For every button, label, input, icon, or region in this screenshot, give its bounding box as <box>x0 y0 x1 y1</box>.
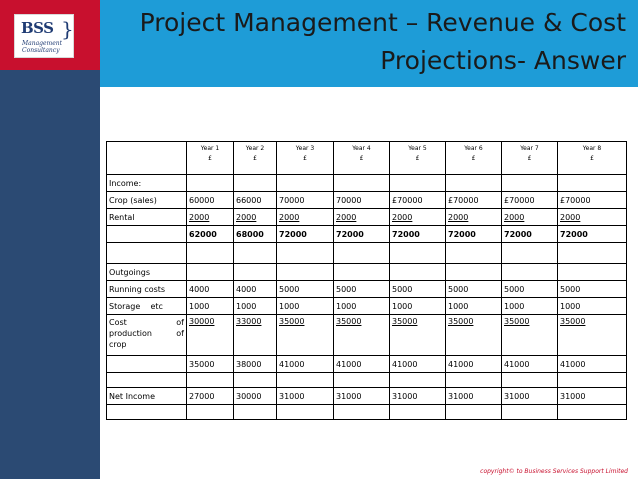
logo-subtitle-1: Management <box>22 40 63 47</box>
table-cell: 35000 <box>446 315 502 356</box>
table-cell: 35000 <box>502 315 558 356</box>
slide-title-line-1: Project Management – Revenue & Cost <box>139 8 626 37</box>
table-row-storage <box>107 298 627 315</box>
header-year-cell: Year 5 £ <box>390 142 446 175</box>
table-cell: 33000 <box>234 315 277 356</box>
header-year-cell: Year 1 £ <box>187 142 234 175</box>
table-cell: 72000 <box>558 226 627 243</box>
outgoings-label: Outgoings <box>107 264 187 281</box>
table-cell: 2000 <box>187 209 234 226</box>
table-row-empty <box>107 243 627 264</box>
header-empty-cell <box>107 142 187 175</box>
logo-text: BSS <box>21 19 54 37</box>
table-cell: 41000 <box>502 356 558 373</box>
table-cell: 31000 <box>390 388 446 405</box>
table-cell: 1000 <box>277 298 334 315</box>
table-cell: 5000 <box>446 281 502 298</box>
table-header-row <box>107 142 627 175</box>
table-row-outgoings-heading <box>107 264 627 281</box>
company-logo <box>14 14 74 58</box>
table-cell: 31000 <box>558 388 627 405</box>
table-cell: 35000 <box>334 315 390 356</box>
header-year-cell: Year 4 £ <box>334 142 390 175</box>
logo-subtitle-2: Consultancy <box>22 47 60 54</box>
table-cell: 4000 <box>234 281 277 298</box>
table-row-cost-of-production <box>107 315 627 356</box>
table-cell: 41000 <box>334 356 390 373</box>
table-cell: 27000 <box>187 388 234 405</box>
table-row-income-heading <box>107 175 627 192</box>
table-cell: 1000 <box>558 298 627 315</box>
table-cell: 60000 <box>187 192 234 209</box>
table-cell: 5000 <box>277 281 334 298</box>
table-cell: 68000 <box>234 226 277 243</box>
table-cell: 2000 <box>558 209 627 226</box>
table-cell: 2000 <box>334 209 390 226</box>
table-cell: 4000 <box>187 281 234 298</box>
table-row-net-income <box>107 388 627 405</box>
table-cell: 5000 <box>390 281 446 298</box>
table-cell: 72000 <box>502 226 558 243</box>
table-row-running-costs <box>107 281 627 298</box>
header-year-cell: Year 8 £ <box>558 142 627 175</box>
table-cell: 1000 <box>334 298 390 315</box>
header-year-cell: Year 7 £ <box>502 142 558 175</box>
table-cell: 31000 <box>277 388 334 405</box>
table-cell: £70000 <box>502 192 558 209</box>
table-row-crop-sales <box>107 192 627 209</box>
table-cell: 72000 <box>277 226 334 243</box>
table-cell: 31000 <box>502 388 558 405</box>
left-sidebar-band <box>0 0 100 479</box>
table-row-rental <box>107 209 627 226</box>
logo-area <box>0 0 100 70</box>
table-cell: 35000 <box>187 356 234 373</box>
table-cell: 72000 <box>446 226 502 243</box>
running-costs-label: Running costs <box>107 281 187 298</box>
table-cell: 31000 <box>446 388 502 405</box>
crop-sales-label: Crop (sales) <box>107 192 187 209</box>
cost-of-production-label: Cost of production of crop <box>107 315 187 356</box>
table-cell: 41000 <box>277 356 334 373</box>
table-cell: 70000 <box>277 192 334 209</box>
table-cell: 2000 <box>390 209 446 226</box>
table-cell: 1000 <box>187 298 234 315</box>
table-row-outgoings-total <box>107 356 627 373</box>
table-cell: 1000 <box>502 298 558 315</box>
projection-table <box>106 141 627 420</box>
header-year-cell: Year 6 £ <box>446 142 502 175</box>
table-cell: 72000 <box>390 226 446 243</box>
table-row-income-total <box>107 226 627 243</box>
table-row-empty <box>107 405 627 420</box>
header-year-cell: Year 3 £ <box>277 142 334 175</box>
table-cell: 70000 <box>334 192 390 209</box>
title-bar <box>100 0 638 87</box>
table-cell: 62000 <box>187 226 234 243</box>
table-cell: 2000 <box>234 209 277 226</box>
logo-brace: } <box>61 17 74 41</box>
table-cell: 1000 <box>234 298 277 315</box>
copyright-notice: copyright© to Business Services Support Limited <box>480 468 628 475</box>
table-cell: £70000 <box>558 192 627 209</box>
table-cell: 35000 <box>390 315 446 356</box>
slide-title <box>106 4 626 80</box>
table-cell: 35000 <box>558 315 627 356</box>
net-income-label: Net Income <box>107 388 187 405</box>
table-cell: 5000 <box>558 281 627 298</box>
table-cell: 66000 <box>234 192 277 209</box>
table-cell: 5000 <box>502 281 558 298</box>
table-cell: 41000 <box>446 356 502 373</box>
table-cell: 38000 <box>234 356 277 373</box>
table-cell: 2000 <box>502 209 558 226</box>
rental-label: Rental <box>107 209 187 226</box>
storage-label: Storage etc <box>107 298 187 315</box>
slide-title-line-2: Projections- Answer <box>380 46 626 75</box>
table-cell: 31000 <box>334 388 390 405</box>
income-label: Income: <box>107 175 187 192</box>
table-cell: 5000 <box>334 281 390 298</box>
table-cell: 41000 <box>558 356 627 373</box>
table-cell: 1000 <box>390 298 446 315</box>
table-cell: 35000 <box>277 315 334 356</box>
header-year-cell: Year 2 £ <box>234 142 277 175</box>
table-cell: 2000 <box>446 209 502 226</box>
table-cell: 72000 <box>334 226 390 243</box>
table-row-empty <box>107 373 627 388</box>
table-cell: 30000 <box>187 315 234 356</box>
table-cell: £70000 <box>390 192 446 209</box>
table-cell: 41000 <box>390 356 446 373</box>
table-cell: 30000 <box>234 388 277 405</box>
table-cell: £70000 <box>446 192 502 209</box>
table-cell: 2000 <box>277 209 334 226</box>
table-cell: 1000 <box>446 298 502 315</box>
